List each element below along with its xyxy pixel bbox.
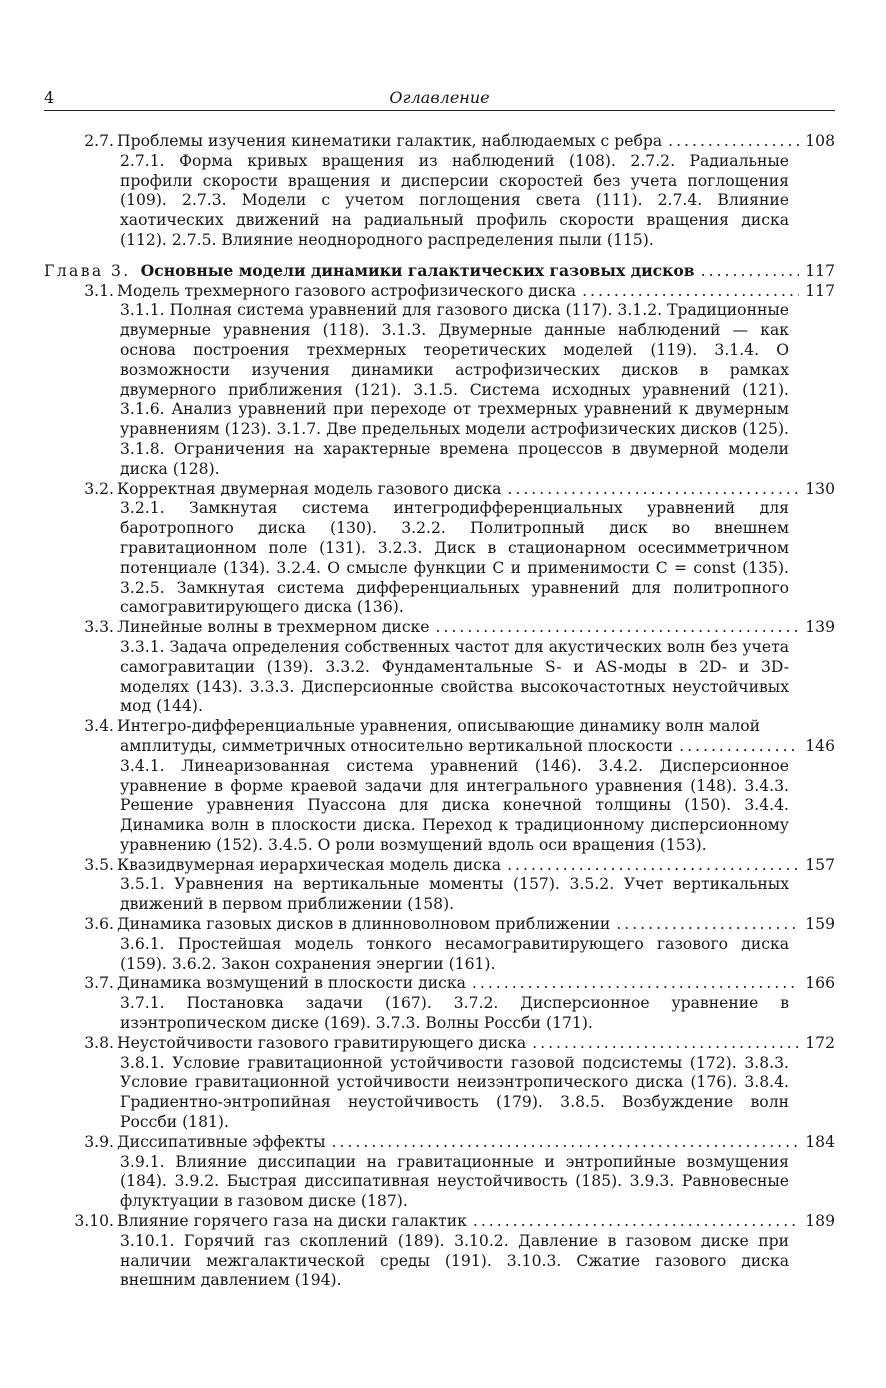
toc-entry-3-10 — [44, 1212, 835, 1291]
section-title: Проблемы изучения кинематики галактик, наблюдаемых с ребра — [117, 132, 663, 150]
section-title: Корректная двумерная модель газового диска — [117, 479, 502, 498]
dot-leader — [582, 282, 799, 302]
dot-leader — [332, 1133, 799, 1153]
section-number: 3.3. — [84, 618, 114, 637]
toc-entry-3-3 — [44, 618, 835, 717]
dot-leader — [436, 618, 799, 638]
page-number: 4 — [44, 88, 55, 107]
running-title: Оглавление — [389, 88, 490, 107]
chapter-title: Основные модели динамики галактических газовых дисков — [140, 260, 695, 280]
section-number: 3.4. — [84, 717, 114, 736]
page-ref: 146 — [805, 736, 835, 755]
dot-leader — [507, 856, 799, 876]
page-ref: 166 — [805, 974, 835, 993]
page-ref: 117 — [805, 281, 835, 300]
page-ref: 117 — [805, 261, 835, 280]
subsection-list: 3.5.1. Уравнения на вертикальные моменты (157). 3.5.2. Учет вертикальных движений в первом приближении (158). — [120, 875, 789, 914]
table-of-contents — [44, 132, 835, 1291]
page-header — [44, 86, 835, 111]
section-title: Влияние горячего газа на диски галактик — [117, 1212, 467, 1231]
dot-leader — [616, 915, 799, 935]
dot-leader — [701, 262, 799, 282]
subsection-list: 3.1.1. Полная система уравнений для газового диска (117). 3.1.2. Традиционные двумерные уравнения (118). 3.1.3. Двумерные данные наблюдений — как основа построения трехмерных теоретических моделей (119). 3.1.4. О возможности изучения динамики астрофизических дисков в рамках двумерного приближения (121). 3.1.5. Система исходных уравнений (121). 3.1.6. Анализ уравнений при переходе от трехмерных уравнений к двумерным уравнениям (123). 3.1.7. Две предельных модели астрофизических дисков (125). 3.1.8. Ограничения на характерные времена процессов в двумерной модели диска (128). — [120, 301, 789, 478]
toc-entry-3-4 — [44, 717, 835, 856]
page-ref: 172 — [805, 1033, 835, 1052]
dot-leader — [507, 480, 799, 500]
subsection-list: 3.7.1. Постановка задачи (167). 3.7.2. Дисперсионное уравнение в изэнтропическом диске (169). 3.7.3. Волны Россби (171). — [120, 994, 789, 1033]
subsection-list: 2.7.1. Форма кривых вращения из наблюдений (108). 2.7.2. Радиальные профили скорости вращения и дисперсии скоростей без учета поглощения (109). 2.7.3. Модели с учетом поглощения света (111). 2.7.4. Влияние хаотических движений на радиальный профиль скорости вращения диска (112). 2.7.5. Влияние неоднородного распределения пыли (115). — [120, 151, 789, 249]
section-number: 3.2. — [84, 479, 114, 498]
subsection-list: 3.2.1. Замкнутая система интегродифференциальных уравнений для баротропного диска (130). 3.2.2. Политропный диск во внешнем гравитационном поле (131). 3.2.3. Диск в стационарном осесимметричном потенциале (134). 3.2.4. О смысле функции C и применимости C = const (135). 3.2.5. Замкнутая система дифференциальных уравнений для политропного самогравитирующего диска (136). — [120, 499, 789, 617]
dot-leader — [473, 1212, 799, 1232]
section-title: Линейные волны в трехмерном диске — [117, 618, 430, 637]
section-number: 3.8. — [84, 1033, 114, 1052]
section-number: 3.10. — [74, 1212, 114, 1231]
section-title: Динамика возмущений в плоскости диска — [117, 974, 466, 993]
page-ref: 189 — [805, 1212, 835, 1231]
section-number: 3.5. — [84, 855, 114, 874]
subsection-list: 3.6.1. Простейшая модель тонкого несамогравитирующего газового диска (159). 3.6.2. Закон сохранения энергии (161). — [120, 934, 789, 973]
subsection-list: 3.8.1. Условие гравитационной устойчивости газовой подсистемы (172). 3.8.3. Условие гравитационной устойчивости неизэнтропического диска (176). 3.8.4. Градиентно-энтропийная неустойчивость (179). 3.8.5. Возбуждение волн Россби (181). — [120, 1053, 789, 1132]
toc-entry-3-9 — [44, 1133, 835, 1212]
chapter-label: Глава 3. — [44, 261, 131, 280]
section-title: Квазидвумерная иерархическая модель диска — [117, 855, 502, 874]
subsection-list: 3.10.1. Горячий газ скоплений (189). 3.10.2. Давление в газовом диске при наличии межгалактической среды (191). 3.10.3. Сжатие газового диска внешним давлением (194). — [120, 1231, 789, 1290]
toc-entry-3-7 — [44, 974, 835, 1033]
section-title-line-2: амплитуды, симметричных относительно вертикальной плоскости — [120, 736, 674, 755]
subsection-list: 3.9.1. Влияние диссипации на гравитационные и энтропийные возмущения (184). 3.9.2. Быстрая диссипативная неустойчивость (185). 3.9.3. Равновесные флуктуации в газовом диске (187). — [120, 1152, 789, 1211]
dot-leader — [532, 1034, 799, 1054]
page-ref: 159 — [805, 915, 835, 934]
dot-leader — [679, 737, 799, 757]
dot-leader — [472, 974, 799, 994]
section-number: 3.6. — [84, 915, 114, 934]
page-ref: 108 — [805, 132, 835, 150]
subsection-list: 3.3.1. Задача определения собственных частот для акустических волн без учета самогравитации (139). 3.3.2. Фундаментальные S- и AS-моды в 2D- и 3D-моделях (143). 3.3.3. Дисперсионные свойства высокочастотных неустойчивых мод (144). — [120, 637, 789, 716]
toc-chapter-3 — [44, 261, 835, 282]
section-title-line-1: Интегро-дифференциальные уравнения, описывающие динамику волн малой — [117, 717, 761, 736]
subsection-list: 3.4.1. Линеаризованная система уравнений (146). 3.4.2. Дисперсионное уравнение в форме краевой задачи для интегрального уравнения (148). 3.4.3. Решение уравнения Пуассона для диска конечной толщины (150). 3.4.4. Динамика волн в плоскости диска. Переход к традиционному дисперсионному уравнению (152). 3.4.5. О роли возмущений вдоль оси вращения (153). — [120, 756, 789, 854]
section-number: 3.7. — [84, 974, 114, 993]
section-number: 3.1. — [84, 281, 114, 300]
section-title: Модель трехмерного газового астрофизического диска — [117, 281, 577, 300]
toc-entry-3-1 — [44, 282, 835, 480]
section-title: Неустойчивости газового гравитирующего диска — [117, 1033, 527, 1052]
section-number: 3.9. — [84, 1132, 114, 1151]
page-ref: 184 — [805, 1132, 835, 1151]
dot-leader — [668, 132, 799, 152]
section-number: 2.7. — [84, 132, 114, 150]
toc-entry-3-2 — [44, 480, 835, 619]
page-ref: 139 — [805, 618, 835, 637]
toc-entry-3-5 — [44, 856, 835, 915]
section-title: Динамика газовых дисков в длинноволновом приближении — [117, 915, 611, 934]
page-ref: 130 — [805, 479, 835, 498]
toc-entry-2-7 — [44, 132, 835, 251]
section-title: Диссипативные эффекты — [117, 1132, 326, 1151]
page-ref: 157 — [805, 855, 835, 874]
toc-entry-3-6 — [44, 915, 835, 974]
toc-entry-3-8 — [44, 1034, 835, 1133]
